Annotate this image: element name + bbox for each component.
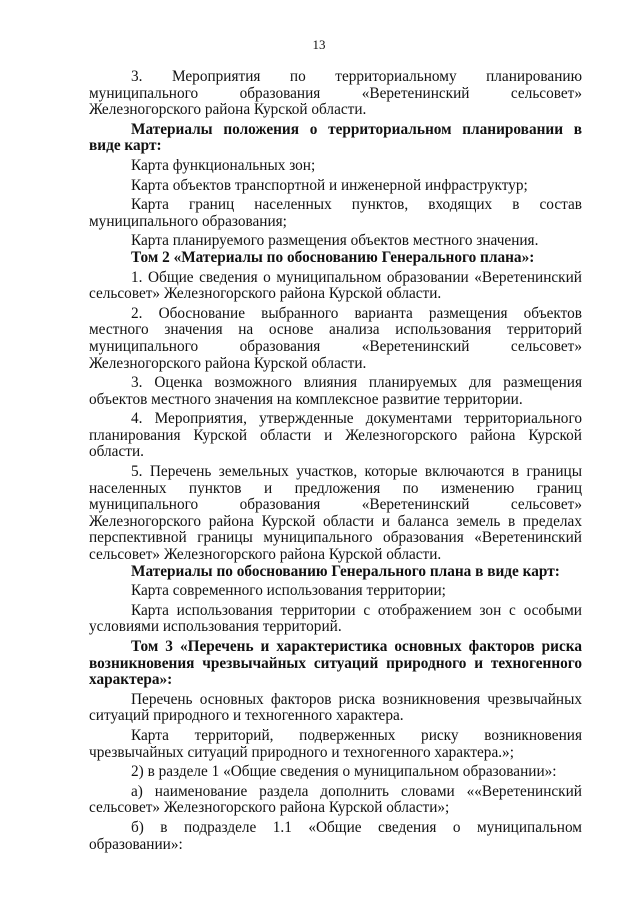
amendment-item-2: 2) в разделе 1 «Общие сведения о муниципальном образовании»: <box>131 763 557 781</box>
paragraph-item-1: 1. Общие сведения о муниципальном образовании «Веретенинский сельсовет» Железногорского района Курской области. <box>89 268 582 303</box>
list-item-special-zones-map: Карта использования территории с отображением зон с особыми условиями использования территорий. <box>89 601 582 636</box>
list-item-infrastructure-map: Карта объектов транспортной и инженерной инфраструктур; <box>131 176 528 194</box>
volume-3-heading: Том 3 «Перечень и характеристика основных факторов риска возникновения чрезвычайных ситуаций природного и техногенного характера»: <box>89 638 582 689</box>
volume-2-heading: Том 2 «Материалы по обоснованию Генерального плана»: <box>131 248 535 266</box>
paragraph-item-5: 5. Перечень земельных участков, которые включаются в границы населенных пунктов и предложения по изменению границ муниципального образования «Веретенинский сельсовет» Железногорского района Курской области и баланса земель в пределах перспективной границы муниципального образования «Веретенинский сельсовет» Железногорского района Курской области. <box>89 463 582 564</box>
list-item-current-use-map: Карта современного использования территории; <box>131 582 446 600</box>
paragraph-item-3: 3. Мероприятия по территориальному планированию муниципального образования «Веретенинский сельсовет» Железногорского района Курской области. <box>89 68 582 119</box>
amendment-subitem-b: б) в подразделе 1.1 «Общие сведения о муниципальном образовании»: <box>89 818 582 853</box>
paragraph-item-3b: 3. Оценка возможного влияния планируемых для размещения объектов местного значения на комплексное развитие территории. <box>89 374 582 408</box>
page-number: 13 <box>312 37 326 52</box>
document-body <box>89 69 582 853</box>
list-item-risk-factors: Перечень основных факторов риска возникновения чрезвычайных ситуаций природного и техногенного характера. <box>89 690 582 725</box>
paragraph-item-4: 4. Мероприятия, утвержденные документами территориального планирования Курской области и Железногорского района Курской области. <box>89 410 582 461</box>
amendment-subitem-a: а) наименование раздела дополнить словами ««Веретенинский сельсовет» Железногорского района Курской области»; <box>89 782 582 817</box>
section-heading-maps-position: Материалы положения о территориальном планировании в виде карт: <box>89 120 582 155</box>
list-item-settlement-borders-map: Карта границ населенных пунктов, входящих в состав муниципального образования; <box>89 196 582 230</box>
list-item-functional-zones-map: Карта функциональных зон; <box>131 156 316 174</box>
list-item-risk-territories-map: Карта территорий, подверженных риску возникновения чрезвычайных ситуаций природного и техногенного характера.»; <box>89 726 582 761</box>
paragraph-item-2: 2. Обоснование выбранного варианта размещения объектов местного значения на основе анализа использования территорий муниципального образования «Веретенинский сельсовет» Железногорского района Курской области. <box>89 304 582 372</box>
list-item-local-objects-map: Карта планируемого размещения объектов местного значения. <box>131 232 539 250</box>
section-heading-maps-justification: Материалы по обоснованию Генерального плана в виде карт: <box>131 562 560 580</box>
